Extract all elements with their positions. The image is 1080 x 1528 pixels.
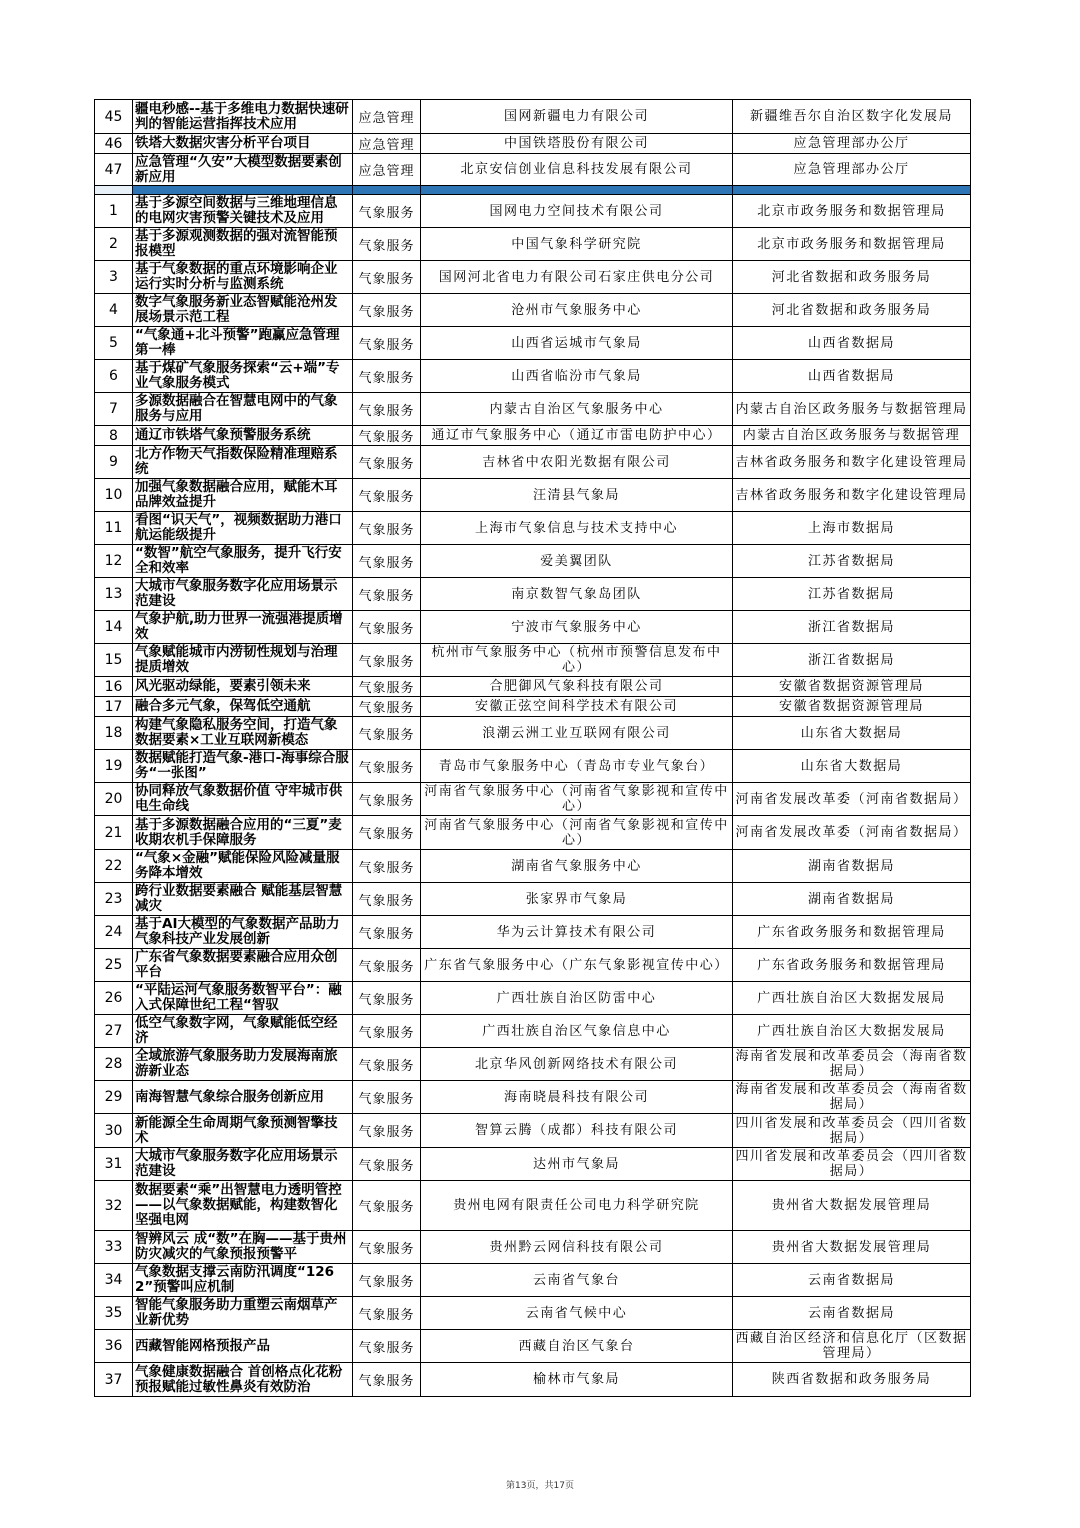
- applicant-organization: 青岛市气象服务中心（青岛市专业气象台）: [421, 750, 733, 783]
- project-name: “数智”航空气象服务，提升飞行安全和效率: [133, 545, 353, 578]
- applicant-organization: 爱美翼团队: [421, 545, 733, 578]
- project-name: “气象通+北斗预警”跑赢应急管理第一棒: [133, 327, 353, 360]
- project-name: 气象护航,助力世界一流强港提质增效: [133, 611, 353, 644]
- applicant-organization: 国网电力空间技术有限公司: [421, 195, 733, 228]
- row-number: 15: [95, 644, 133, 677]
- project-name: 数字气象服务新业态智赋能沧州发展场景示范工程: [133, 294, 353, 327]
- project-name: 气象赋能城市内涝韧性规划与治理提质增效: [133, 644, 353, 677]
- project-name: 基于多源空间数据与三维地理信息的电网灾害预警关键技术及应用: [133, 195, 353, 228]
- row-number: 21: [95, 816, 133, 850]
- project-name: 数据赋能打造气象-港口-海事综合服务“一张图”: [133, 750, 353, 783]
- project-name: 融合多元气象，保驾低空通航: [133, 697, 353, 717]
- table-row: [95, 545, 971, 578]
- row-number: 36: [95, 1330, 133, 1363]
- project-name: 基于多源观测数据的强对流智能预报模型: [133, 228, 353, 261]
- project-name: 全域旅游气象服务助力发展海南旅游新业态: [133, 1048, 353, 1081]
- applicant-organization: 浪潮云洲工业互联网有限公司: [421, 717, 733, 750]
- table-row: [95, 446, 971, 479]
- row-number: 35: [95, 1297, 133, 1330]
- applicant-organization: 榆林市气象局: [421, 1363, 733, 1397]
- project-name: 通辽市铁塔气象预警服务系统: [133, 426, 353, 446]
- category: 气象服务: [353, 1231, 421, 1264]
- row-number: 11: [95, 512, 133, 545]
- category: 气象服务: [353, 1015, 421, 1048]
- project-name: 广东省气象数据要素融合应用众创平台: [133, 949, 353, 982]
- project-name: 低空气象数字网，气象赋能低空经济: [133, 1015, 353, 1048]
- project-name: 基于煤矿气象服务探索“云+端”专业气象服务模式: [133, 360, 353, 393]
- category: 气象服务: [353, 261, 421, 294]
- project-name: 基于AI大模型的气象数据产品助力气象科技产业发展创新: [133, 916, 353, 949]
- row-number: 30: [95, 1114, 133, 1148]
- table-row: [95, 750, 971, 783]
- row-number: 12: [95, 545, 133, 578]
- project-name: “平陆运河气象服务数智平台”：融入式保障世纪工程“智驭: [133, 982, 353, 1015]
- applicant-organization: 河南省气象服务中心（河南省气象影视和宣传中心）: [421, 783, 733, 816]
- recommending-unit: 四川省发展和改革委员会（四川省数据局）: [733, 1148, 971, 1181]
- recommending-unit: 上海市数据局: [733, 512, 971, 545]
- row-number: 8: [95, 426, 133, 446]
- category: 应急管理: [353, 154, 421, 186]
- category: 气象服务: [353, 327, 421, 360]
- row-number: 13: [95, 578, 133, 611]
- table-row: [95, 1148, 971, 1181]
- category: 气象服务: [353, 228, 421, 261]
- category: 气象服务: [353, 1264, 421, 1297]
- applicant-organization: 西藏自治区气象台: [421, 1330, 733, 1363]
- recommending-unit: 吉林省政务服务和数字化建设管理局: [733, 446, 971, 479]
- applicant-organization: 山西省临汾市气象局: [421, 360, 733, 393]
- project-name: 南海智慧气象综合服务创新应用: [133, 1081, 353, 1114]
- category: 气象服务: [353, 1048, 421, 1081]
- recommending-unit: 贵州省大数据发展管理局: [733, 1181, 971, 1231]
- row-number: 33: [95, 1231, 133, 1264]
- category: 气象服务: [353, 644, 421, 677]
- applicant-organization: 云南省气候中心: [421, 1297, 733, 1330]
- project-name: 大城市气象服务数字化应用场景示范建设: [133, 1148, 353, 1181]
- category: 气象服务: [353, 1148, 421, 1181]
- applicant-organization: 贵州黔云网信科技有限公司: [421, 1231, 733, 1264]
- table-row: [95, 783, 971, 816]
- project-name: “气象×金融”赋能保险风险减量服务降本增效: [133, 850, 353, 883]
- table-row: [95, 883, 971, 916]
- category: 气象服务: [353, 360, 421, 393]
- table-row: [95, 134, 971, 154]
- table-row: [95, 479, 971, 512]
- project-name: 数据要素“乘”出智慧电力透明管控——以气象数据赋能，构建数智化坚强电网: [133, 1181, 353, 1231]
- recommending-unit: 山东省大数据局: [733, 750, 971, 783]
- category: 气象服务: [353, 1297, 421, 1330]
- recommending-unit: 浙江省数据局: [733, 644, 971, 677]
- project-name: 应急管理“久安”大模型数据要素创新应用: [133, 154, 353, 186]
- applicant-organization: 合肥御风气象科技有限公司: [421, 677, 733, 697]
- project-name: 西藏智能网格预报产品: [133, 1330, 353, 1363]
- recommending-unit: 山西省数据局: [733, 360, 971, 393]
- applicant-organization: 宁波市气象服务中心: [421, 611, 733, 644]
- applicant-organization: 杭州市气象服务中心（杭州市预警信息发布中心）: [421, 644, 733, 677]
- category: 气象服务: [353, 1363, 421, 1397]
- category: 气象服务: [353, 883, 421, 916]
- applicant-organization: 通辽市气象服务中心（通辽市雷电防护中心）: [421, 426, 733, 446]
- table-row: [95, 982, 971, 1015]
- project-name: 新能源全生命周期气象预测智擎技术: [133, 1114, 353, 1148]
- recommending-unit: 安徽省数据资源管理局: [733, 677, 971, 697]
- table-row: [95, 426, 971, 446]
- recommending-unit: 云南省数据局: [733, 1264, 971, 1297]
- recommending-unit: 云南省数据局: [733, 1297, 971, 1330]
- project-name: 铁塔大数据灾害分析平台项目: [133, 134, 353, 154]
- row-number: 5: [95, 327, 133, 360]
- table-row: [95, 1015, 971, 1048]
- category: 气象服务: [353, 677, 421, 697]
- table-row: [95, 1081, 971, 1114]
- applicant-organization: 中国气象科学研究院: [421, 228, 733, 261]
- category: 气象服务: [353, 783, 421, 816]
- category: 气象服务: [353, 1181, 421, 1231]
- recommending-unit: 山东省大数据局: [733, 717, 971, 750]
- applicant-organization: 沧州市气象服务中心: [421, 294, 733, 327]
- category: 气象服务: [353, 195, 421, 228]
- recommending-unit: 四川省发展和改革委员会（四川省数据局）: [733, 1114, 971, 1148]
- category: 气象服务: [353, 294, 421, 327]
- recommending-unit: 安徽省数据资源管理局: [733, 697, 971, 717]
- recommending-unit: 湖南省数据局: [733, 850, 971, 883]
- table-row: [95, 916, 971, 949]
- table-row: [95, 644, 971, 677]
- table-row: [95, 578, 971, 611]
- table-row: [95, 261, 971, 294]
- recommending-unit: 广东省政务服务和数据管理局: [733, 949, 971, 982]
- recommending-unit: 江苏省数据局: [733, 545, 971, 578]
- recommending-unit: 河北省数据和政务服务局: [733, 294, 971, 327]
- recommending-unit: 浙江省数据局: [733, 611, 971, 644]
- category: 气象服务: [353, 982, 421, 1015]
- category: 气象服务: [353, 717, 421, 750]
- row-number: 17: [95, 697, 133, 717]
- row-number: 32: [95, 1181, 133, 1231]
- table-row: [95, 360, 971, 393]
- project-name: 看图“识天气”，视频数据助力港口航运能级提升: [133, 512, 353, 545]
- table-row: [95, 611, 971, 644]
- document-page: [94, 99, 970, 1397]
- project-name: 协同释放气象数据价值 守牢城市供电生命线: [133, 783, 353, 816]
- category: 气象服务: [353, 578, 421, 611]
- row-number: 28: [95, 1048, 133, 1081]
- table-row: [95, 1363, 971, 1397]
- table-row: [95, 1114, 971, 1148]
- applicant-organization: 贵州电网有限责任公司电力科学研究院: [421, 1181, 733, 1231]
- category: 气象服务: [353, 697, 421, 717]
- applicant-organization: 河南省气象服务中心（河南省气象影视和宣传中心）: [421, 816, 733, 850]
- row-number: 27: [95, 1015, 133, 1048]
- project-name: 气象健康数据融合 首创格点化花粉预报赋能过敏性鼻炎有效防治: [133, 1363, 353, 1397]
- table-row: [95, 677, 971, 697]
- project-name: 多源数据融合在智慧电网中的气象服务与应用: [133, 393, 353, 426]
- recommending-unit: 海南省发展和改革委员会（海南省数据局）: [733, 1081, 971, 1114]
- applicant-organization: 智算云腾（成都）科技有限公司: [421, 1114, 733, 1148]
- recommending-unit: 广西壮族自治区大数据发展局: [733, 982, 971, 1015]
- table-row: [95, 327, 971, 360]
- applicant-organization: 云南省气象台: [421, 1264, 733, 1297]
- category: 气象服务: [353, 426, 421, 446]
- applicant-organization: 南京数智气象岛团队: [421, 578, 733, 611]
- table-row: [95, 512, 971, 545]
- applicant-organization: 吉林省中农阳光数据有限公司: [421, 446, 733, 479]
- category: 气象服务: [353, 545, 421, 578]
- project-table: [94, 99, 971, 1397]
- row-number: 2: [95, 228, 133, 261]
- row-number: 19: [95, 750, 133, 783]
- row-number: 14: [95, 611, 133, 644]
- row-number: 47: [95, 154, 133, 186]
- table-row: [95, 195, 971, 228]
- applicant-organization: 北京华风创新网络技术有限公司: [421, 1048, 733, 1081]
- category: 气象服务: [353, 850, 421, 883]
- project-name: 加强气象数据融合应用，赋能木耳品牌效益提升: [133, 479, 353, 512]
- row-number: 25: [95, 949, 133, 982]
- row-number: 31: [95, 1148, 133, 1181]
- category: 气象服务: [353, 479, 421, 512]
- applicant-organization: 海南晓晨科技有限公司: [421, 1081, 733, 1114]
- table-row: [95, 1297, 971, 1330]
- category: 气象服务: [353, 916, 421, 949]
- category: 气象服务: [353, 393, 421, 426]
- recommending-unit: 贵州省大数据发展管理局: [733, 1231, 971, 1264]
- applicant-organization: 山西省运城市气象局: [421, 327, 733, 360]
- row-number: 4: [95, 294, 133, 327]
- row-number: 29: [95, 1081, 133, 1114]
- applicant-organization: 北京安信创业信息科技发展有限公司: [421, 154, 733, 186]
- recommending-unit: 新疆维吾尔自治区数字化发展局: [733, 100, 971, 134]
- applicant-organization: 广西壮族自治区防雷中心: [421, 982, 733, 1015]
- row-number: 45: [95, 100, 133, 134]
- table-row: [95, 228, 971, 261]
- category: 气象服务: [353, 1081, 421, 1114]
- recommending-unit: 应急管理部办公厅: [733, 154, 971, 186]
- recommending-unit: 内蒙古自治区政务服务与数据管理局: [733, 393, 971, 426]
- recommending-unit: 河南省发展改革委（河南省数据局）: [733, 816, 971, 850]
- recommending-unit: 应急管理部办公厅: [733, 134, 971, 154]
- row-number: 26: [95, 982, 133, 1015]
- recommending-unit: 江苏省数据局: [733, 578, 971, 611]
- table-row: [95, 850, 971, 883]
- applicant-organization: 国网新疆电力有限公司: [421, 100, 733, 134]
- applicant-organization: 上海市气象信息与技术支持中心: [421, 512, 733, 545]
- applicant-organization: 达州市气象局: [421, 1148, 733, 1181]
- category: 应急管理: [353, 134, 421, 154]
- row-number: 24: [95, 916, 133, 949]
- category: 气象服务: [353, 611, 421, 644]
- row-number: 10: [95, 479, 133, 512]
- table-row: [95, 1264, 971, 1297]
- project-name: 基于多源数据融合应用的“三夏”麦收期农机手保障服务: [133, 816, 353, 850]
- applicant-organization: 汪清县气象局: [421, 479, 733, 512]
- applicant-organization: 内蒙古自治区气象服务中心: [421, 393, 733, 426]
- applicant-organization: 广西壮族自治区气象信息中心: [421, 1015, 733, 1048]
- table-row: [95, 393, 971, 426]
- row-number: 34: [95, 1264, 133, 1297]
- project-name: 气象数据支撑云南防汛调度“1262”预警叫应机制: [133, 1264, 353, 1297]
- row-number: 46: [95, 134, 133, 154]
- recommending-unit: 北京市政务服务和数据管理局: [733, 195, 971, 228]
- row-number: 37: [95, 1363, 133, 1397]
- section-divider: [95, 186, 971, 195]
- row-number: 23: [95, 883, 133, 916]
- project-name: 跨行业数据要素融合 赋能基层智慧减灾: [133, 883, 353, 916]
- row-number: 7: [95, 393, 133, 426]
- category: 应急管理: [353, 100, 421, 134]
- recommending-unit: 西藏自治区经济和信息化厅（区数据管理局）: [733, 1330, 971, 1363]
- applicant-organization: 华为云计算技术有限公司: [421, 916, 733, 949]
- applicant-organization: 湖南省气象服务中心: [421, 850, 733, 883]
- project-name: 风光驱动绿能，要素引领未来: [133, 677, 353, 697]
- table-row: [95, 816, 971, 850]
- row-number: 3: [95, 261, 133, 294]
- table-row: [95, 1048, 971, 1081]
- table-row: [95, 697, 971, 717]
- recommending-unit: 山西省数据局: [733, 327, 971, 360]
- recommending-unit: 北京市政务服务和数据管理局: [733, 228, 971, 261]
- row-number: 18: [95, 717, 133, 750]
- project-name: 构建气象隐私服务空间，打造气象数据要素×工业互联网新模态: [133, 717, 353, 750]
- category: 气象服务: [353, 816, 421, 850]
- row-number: 9: [95, 446, 133, 479]
- category: 气象服务: [353, 1330, 421, 1363]
- page-footer: 第13页，共17页: [506, 1481, 574, 1491]
- recommending-unit: 河北省数据和政务服务局: [733, 261, 971, 294]
- table-row: [95, 717, 971, 750]
- recommending-unit: 海南省发展和改革委员会（海南省数据局）: [733, 1048, 971, 1081]
- recommending-unit: 吉林省政务服务和数字化建设管理局: [733, 479, 971, 512]
- table-row: [95, 154, 971, 186]
- applicant-organization: 张家界市气象局: [421, 883, 733, 916]
- applicant-organization: 中国铁塔股份有限公司: [421, 134, 733, 154]
- recommending-unit: 河南省发展改革委（河南省数据局）: [733, 783, 971, 816]
- project-name: 大城市气象服务数字化应用场景示范建设: [133, 578, 353, 611]
- project-name: 基于气象数据的重点环境影响企业运行实时分析与监测系统: [133, 261, 353, 294]
- row-number: 22: [95, 850, 133, 883]
- row-number: 6: [95, 360, 133, 393]
- project-name: 疆电秒感--基于多维电力数据快速研判的智能运营指挥技术应用: [133, 100, 353, 134]
- applicant-organization: 国网河北省电力有限公司石家庄供电分公司: [421, 261, 733, 294]
- category: 气象服务: [353, 750, 421, 783]
- applicant-organization: 安徽正弦空间科学技术有限公司: [421, 697, 733, 717]
- table-row: [95, 1330, 971, 1363]
- table-row: [95, 100, 971, 134]
- table-row: [95, 949, 971, 982]
- recommending-unit: 湖南省数据局: [733, 883, 971, 916]
- project-name: 北方作物天气指数保险精准理赔系统: [133, 446, 353, 479]
- table-row: [95, 294, 971, 327]
- recommending-unit: 广西壮族自治区大数据发展局: [733, 1015, 971, 1048]
- category: 气象服务: [353, 446, 421, 479]
- category: 气象服务: [353, 949, 421, 982]
- project-name: 智能气象服务助力重塑云南烟草产业新优势: [133, 1297, 353, 1330]
- applicant-organization: 广东省气象服务中心（广东气象影视宣传中心）: [421, 949, 733, 982]
- table-row: [95, 1231, 971, 1264]
- category: 气象服务: [353, 1114, 421, 1148]
- row-number: 20: [95, 783, 133, 816]
- category: 气象服务: [353, 512, 421, 545]
- recommending-unit: 陕西省数据和政务服务局: [733, 1363, 971, 1397]
- recommending-unit: 广东省政务服务和数据管理局: [733, 916, 971, 949]
- row-number: 1: [95, 195, 133, 228]
- row-number: 16: [95, 677, 133, 697]
- project-name: 智辨风云 成“数”在胸——基于贵州防灾减灾的气象预报预警平: [133, 1231, 353, 1264]
- recommending-unit: 内蒙古自治区政务服务与数据管理: [733, 426, 971, 446]
- table-row: [95, 1181, 971, 1231]
